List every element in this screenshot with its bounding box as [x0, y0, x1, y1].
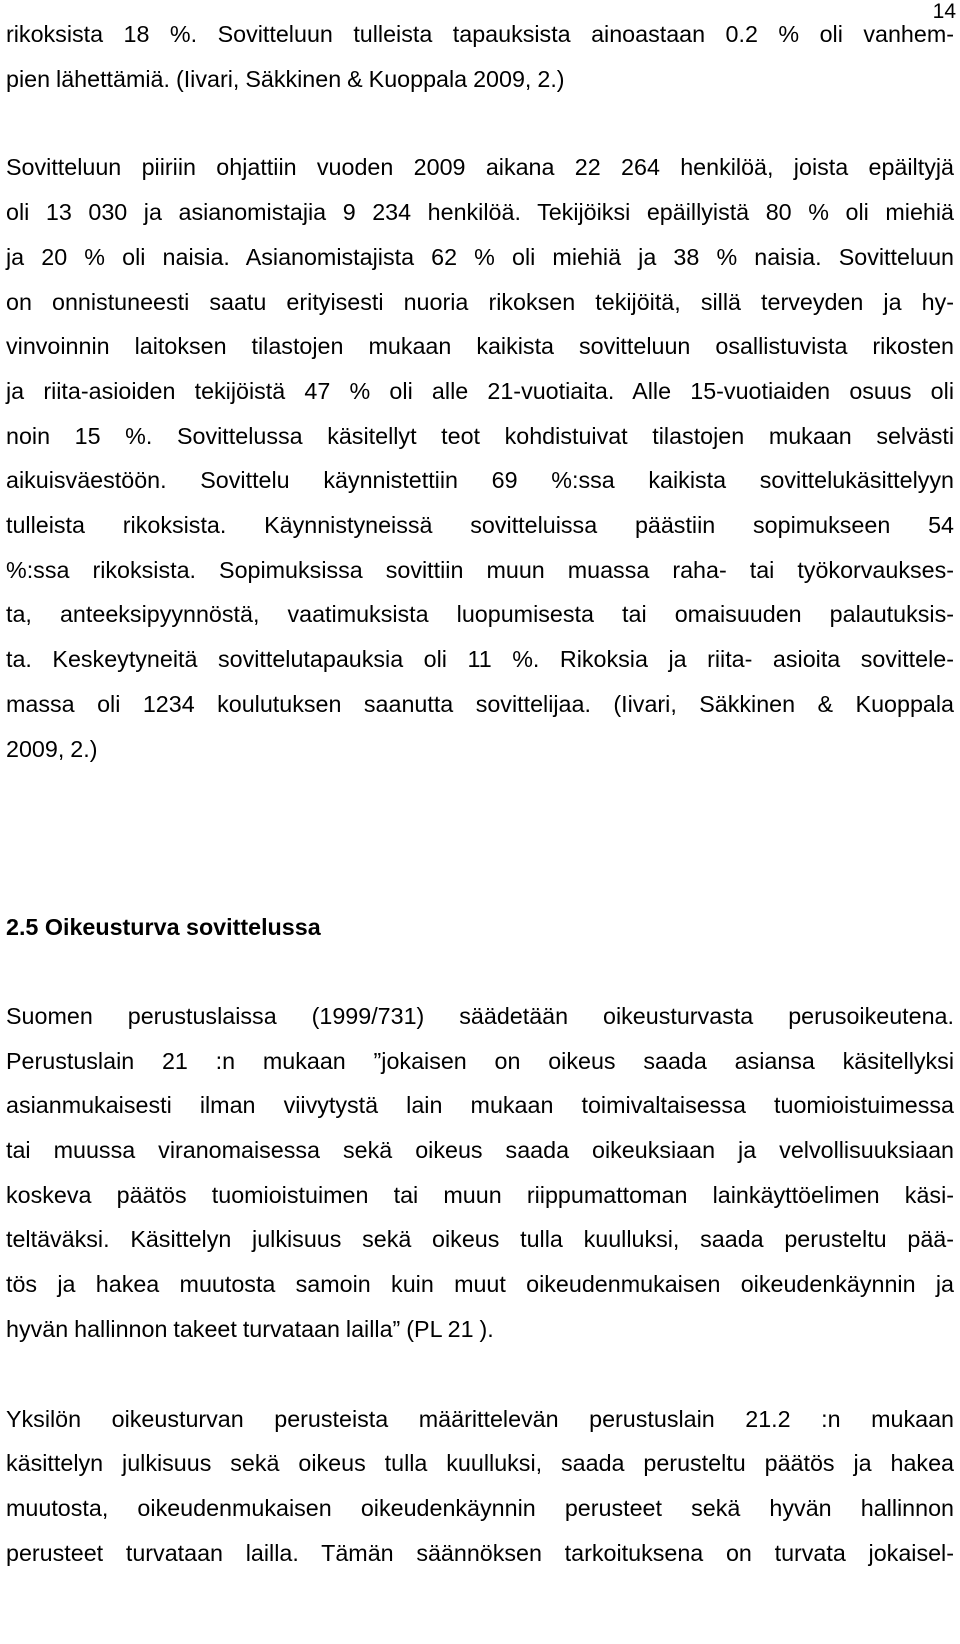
text-line: tös ja hakea muutosta samoin kuin muut oikeudenmukaisen oikeudenkäynnin ja	[6, 1271, 954, 1298]
text-line: perusteet turvataan lailla. Tämän säännöksen tarkoituksena on turvata jokaisel-	[6, 1539, 954, 1566]
section-heading: 2.5 Oikeusturva sovittelussa	[6, 914, 321, 941]
text-line: massa oli 1234 koulutuksen saanutta sovittelijaa. (Iivari, Säkkinen & Kuoppala	[6, 690, 954, 717]
paragraph-oikeusturva-perusteet	[6, 1397, 954, 1576]
page-number: 14	[932, 0, 956, 23]
text-line: hyvän hallinnon takeet turvataan lailla” (PL 21 ).	[6, 1315, 494, 1342]
paragraph-perustuslaki	[6, 994, 954, 1352]
text-line: Sovitteluun piiriin ohjattiin vuoden 2009 aikana 22 264 henkilöä, joista epäiltyjä	[6, 154, 954, 181]
document-body	[6, 12, 954, 1575]
text-line: teltäväksi. Käsittelyn julkisuus sekä oikeus tulla kuulluksi, saada perusteltu pää-	[6, 1226, 954, 1253]
text-line: käsittelyn julkisuus sekä oikeus tulla kuulluksi, saada perusteltu päätös ja hakea	[6, 1450, 954, 1477]
text-line: %:ssa rikoksista. Sopimuksissa sovittiin muun muassa raha- tai työkorvaukses-	[6, 556, 954, 583]
text-line: tai muussa viranomaisessa sekä oikeus saada oikeuksiaan ja velvollisuuksiaan	[6, 1137, 954, 1164]
paragraph-spacer	[6, 101, 954, 145]
paragraph-sovittelu-rikokset-end	[6, 12, 954, 101]
text-line: Yksilön oikeusturvan perusteista määrittelevän perustuslain 21.2 :n mukaan	[6, 1405, 954, 1432]
text-line: vinvoinnin laitoksen tilastojen mukaan kaikista sovitteluun osallistuvista rikosten	[6, 333, 954, 360]
text-line: on onnistuneesti saatu erityisesti nuoria rikoksen tekijöitä, sillä terveyden ja hy-	[6, 288, 954, 315]
text-line: ja 20 % oli naisia. Asianomistajista 62 % oli miehiä ja 38 % naisia. Sovitteluun	[6, 243, 954, 270]
text-line: oli 13 030 ja asianomistajia 9 234 henkilöä. Tekijöiksi epäillyistä 80 % oli miehiä	[6, 199, 954, 226]
text-line: Suomen perustuslaissa (1999/731) säädetään oikeusturvasta perusoikeutena.	[6, 1002, 954, 1029]
text-line: Perustuslain 21 :n mukaan ”jokaisen on oikeus saada asiansa käsitellyksi	[6, 1047, 954, 1074]
text-line: ta, anteeksipyynnöstä, vaatimuksista luopumisesta tai omaisuuden palautuksis-	[6, 601, 954, 628]
paragraph-spacer	[6, 950, 954, 994]
text-line: asianmukaisesti ilman viivytystä lain mukaan toimivaltaisessa tuomioistuimessa	[6, 1092, 954, 1119]
text-line: aikuisväestöön. Sovittelu käynnistettiin 69 %:ssa kaikista sovittelukäsittelyyn	[6, 467, 954, 494]
text-line: tulleista rikoksista. Käynnistyneissä sovitteluissa päästiin sopimukseen 54	[6, 512, 954, 539]
text-line: noin 15 %. Sovittelussa käsitellyt teot kohdistuivat tilastojen mukaan selvästi	[6, 422, 954, 449]
paragraph-spacer	[6, 1352, 954, 1397]
text-line: ja riita-asioiden tekijöistä 47 % oli alle 21-vuotiaita. Alle 15-vuotiaiden osuus oli	[6, 377, 954, 404]
section-spacer	[6, 771, 954, 905]
text-line: pien lähettämiä. (Iivari, Säkkinen & Kuoppala 2009, 2.)	[6, 65, 565, 92]
text-line: ta. Keskeytyneitä sovittelutapauksia oli 11 %. Rikoksia ja riita- asioita sovittele-	[6, 646, 954, 673]
text-line: muutosta, oikeudenmukaisen oikeudenkäynnin perusteet sekä hyvän hallinnon	[6, 1494, 954, 1521]
text-line: 2009, 2.)	[6, 735, 98, 762]
text-line: rikoksista 18 %. Sovitteluun tulleista tapauksista ainoastaan 0.2 % oli vanhem-	[6, 21, 954, 47]
text-line: koskeva päätös tuomioistuimen tai muun riippumattoman lainkäyttöelimen käsi-	[6, 1181, 954, 1208]
paragraph-sovittelu-statistics	[6, 145, 954, 771]
